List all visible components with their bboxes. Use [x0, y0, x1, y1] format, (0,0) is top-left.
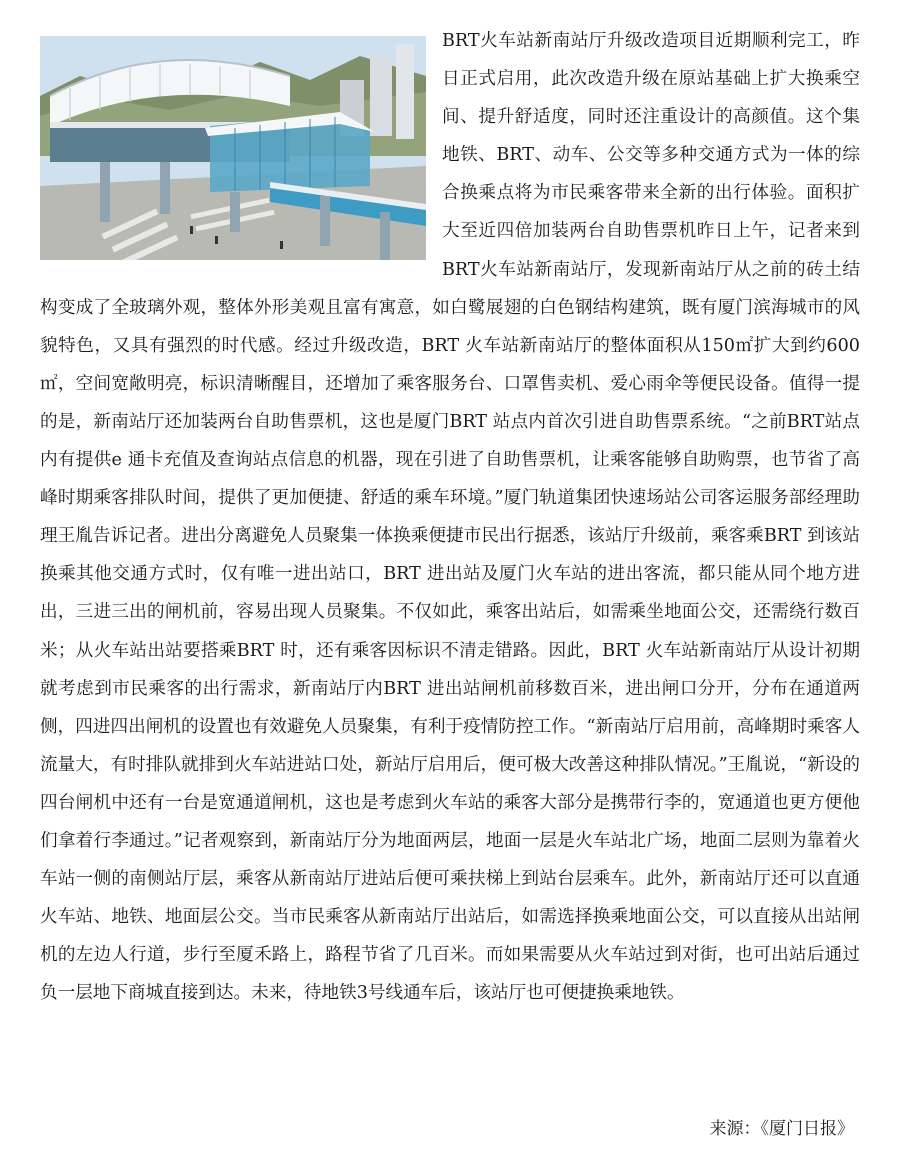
article: [40, 22, 860, 1012]
station-photo: [40, 36, 426, 260]
article-paragraph: BRT火车站新南站厅升级改造项目近期顺利完工，昨日正式启用，此次改造升级在原站基础上扩大换乘空间、提升舒适度，同时还注重设计的高颜值。这个集地铁、BRT、动车、公交等多种交通方式为一体的综合换乘点将为市民乘客带来全新的出行体验。面积扩大至近四倍加装两台自助售票机昨日上午，记者来到BRT火车站新南站厅，发现新南站厅从之前的砖土结构变成了全玻璃外观，整体外形美观且富有寓意，如白鹭展翅的白色钢结构建筑，既有厦门滨海城市的风貌特色，又具有强烈的时代感。经过升级改造，BRT 火车站新南站厅的整体面积从150㎡扩大到约600㎡，空间宽敞明亮，标识清晰醒目，还增加了乘客服务台、口罩售卖机、爱心雨伞等便民设备。值得一提的是，新南站厅还加装两台自助售票机，这也是厦门BRT 站点内首次引进自助售票系统。“之前BRT站点内有提供e 通卡充值及查询站点信息的机器，现在引进了自助售票机，让乘客能够自助购票，也节省了高峰时期乘客排队时间，提供了更加便捷、舒适的乘车环境。”厦门轨道集团快速场站公司客运服务部经理助理王胤告诉记者。进出分离避免人员聚集一体换乘便捷市民出行据悉，该站厅升级前，乘客乘BRT 到该站换乘其他交通方式时，仅有唯一进出站口，BRT 进出站及厦门火车站的进出客流，都只能从同个地方进出，三进三出的闸机前，容易出现人员聚集。不仅如此，乘客出站后，如需乘坐地面公交，还需绕行数百米；从火车站出站要搭乘BRT 时，还有乘客因标识不清走错路。因此，BRT 火车站新南站厅从设计初期就考虑到市民乘客的出行需求，新南站厅内BRT 进出站闸机前移数百米，进出闸口分开，分布在通道两侧，四进四出闸机的设置也有效避免人员聚集，有利于疫情防控工作。“新南站厅启用前，高峰期时乘客人流量大，有时排队就排到火车站进站口处，新站厅启用后，便可极大改善这种排队情况。”王胤说，“新设的四台闸机中还有一台是宽通道闸机，这也是考虑到火车站的乘客大部分是携带行李的，宽通道也更方便他们拿着行李通过。”记者观察到，新南站厅分为地面两层，地面一层是火车站北广场，地面二层则为靠着火车站一侧的南侧站厅层，乘客从新南站厅进站后便可乘扶梯上到站台层乘车。此外，新南站厅还可以直通火车站、地铁、地面层公交。当市民乘客从新南站厅出站后，如需选择换乘地面公交，可以直接从出站闸机的左边人行道，步行至厦禾路上，路程节省了几百米。而如果需要从火车站过到对街，也可出站后通过负一层地下商城直接到达。未来，待地铁3号线通车后，该站厅也可便捷换乘地铁。: [40, 31, 860, 1004]
station-photo-illustration: [40, 36, 426, 260]
article-source: 来源：《厦门日报》: [709, 1119, 854, 1139]
